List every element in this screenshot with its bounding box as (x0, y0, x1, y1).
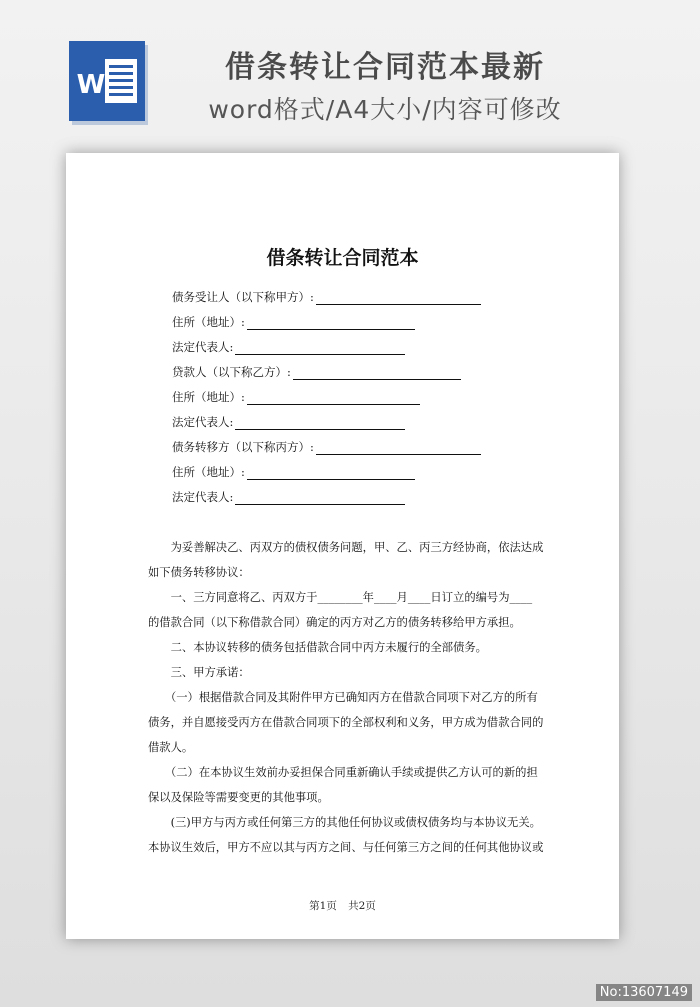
body-line: (三)甲方与丙方或任何第三方的其他任何协议或债权债务均与本协议无关。 (148, 816, 541, 829)
field-label: 法定代表人: (172, 340, 234, 354)
field-row (172, 464, 415, 480)
field-label: 住所（地址）: (172, 315, 245, 329)
body-line: 债务，并自愿接受丙方在借款合同项下的全部权利和义务，甲方成为借款合同的 (148, 716, 544, 729)
field-label: 法定代表人: (172, 490, 234, 504)
field-row (172, 364, 461, 380)
page-footer (66, 898, 619, 913)
field-row (172, 339, 405, 355)
field-row (172, 289, 481, 305)
body-line: 借款人。 (148, 741, 194, 754)
page-title: 借条转让合同范本最新 (225, 50, 545, 85)
blank-line[interactable] (247, 318, 415, 330)
body-line: 本协议生效后，甲方不应以其与丙方之间、与任何第三方之间的任何其他协议或 (148, 841, 544, 854)
blank-line[interactable] (235, 418, 405, 430)
word-icon (69, 41, 149, 126)
blank-line[interactable] (235, 343, 405, 355)
field-row (172, 314, 415, 330)
body-line: 保以及保险等需要变更的其他事项。 (148, 791, 329, 804)
blank-line[interactable] (316, 443, 481, 455)
body-line: 的借款合同（以下称借款合同）确定的丙方对乙方的债务转移给甲方承担。 (148, 616, 521, 629)
field-row (172, 414, 405, 430)
body-line: 三、甲方承诺： (148, 666, 250, 679)
field-label: 法定代表人: (172, 415, 234, 429)
blank-line[interactable] (235, 493, 405, 505)
field-label: 债务受让人（以下称甲方）: (172, 290, 314, 304)
blank-line[interactable] (316, 293, 481, 305)
body-line: （一）根据借款合同及其附件甲方已确知丙方在借款合同项下对乙方的所有 (148, 691, 538, 704)
field-label: 住所（地址）: (172, 465, 245, 479)
page-subtitle: word格式/A4大小/内容可修改 (208, 95, 562, 124)
field-row (172, 389, 420, 405)
document-page (66, 153, 619, 939)
field-label: 债务转移方（以下称丙方）: (172, 440, 314, 454)
body-line: （二）在本协议生效前办妥担保合同重新确认手续或提供乙方认可的新的担 (148, 766, 538, 779)
body-line: 一、三方同意将乙、丙双方于________年____月____日订立的编号为____ (148, 591, 533, 604)
blank-line[interactable] (247, 393, 420, 405)
field-label: 贷款人（以下称乙方）: (172, 365, 291, 379)
field-row (172, 489, 405, 505)
field-label: 住所（地址）: (172, 390, 245, 404)
word-icon-letter: W (76, 70, 106, 100)
body-line: 二、本协议转移的债务包括借款合同中丙方未履行的全部债务。 (148, 641, 487, 654)
document-title: 借条转让合同范本 (266, 247, 419, 269)
field-row (172, 439, 481, 455)
image-id-badge: No:13607149 (596, 984, 692, 1001)
footer-page-number: 第1页 (309, 900, 337, 912)
body-line: 为妥善解决乙、丙双方的债权债务问题，甲、乙、丙三方经协商，依法达成 (148, 541, 544, 554)
blank-line[interactable] (293, 368, 461, 380)
footer-page-total: 共2页 (348, 900, 376, 912)
blank-line[interactable] (247, 468, 415, 480)
body-line: 如下债务转移协议： (148, 566, 250, 579)
